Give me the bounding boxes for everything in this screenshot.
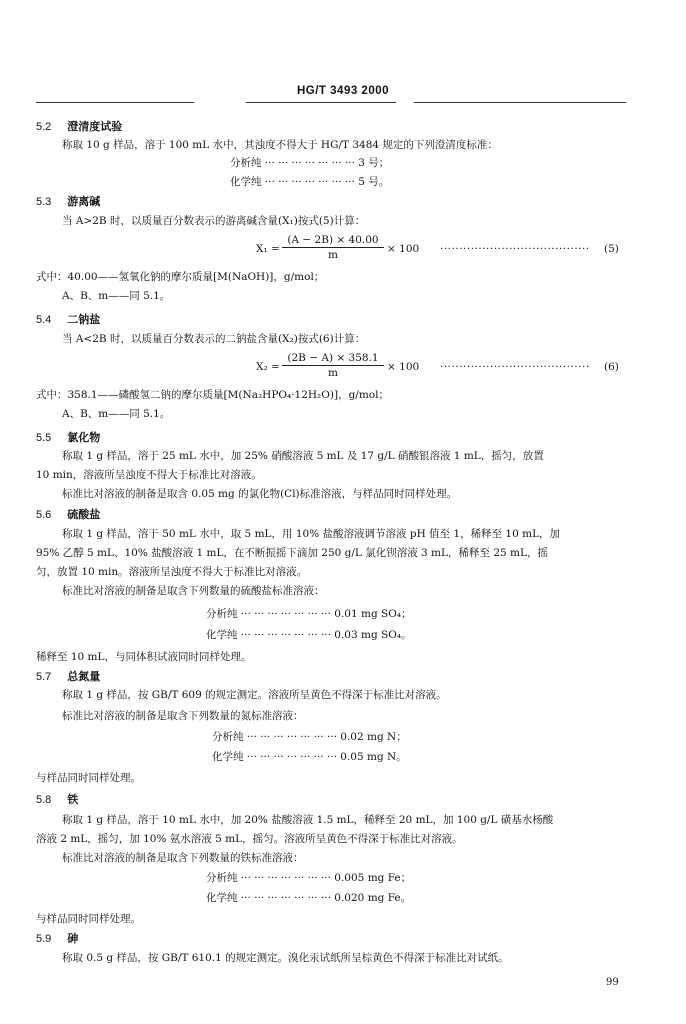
section-title: 澄清度试验 xyxy=(67,121,123,133)
header-rule-left xyxy=(36,102,194,103)
grade-line: 分析纯 ··· ··· ··· ··· ··· ··· ··· 0.005 mg Fe； xyxy=(206,872,412,884)
paragraph-line: 当 A<2B 时，以质量百分数表示的二钠盐含量(X₂)按式(6)计算： xyxy=(62,333,366,345)
section-5-2-heading xyxy=(36,122,122,133)
formula-fraction xyxy=(282,353,384,378)
section-title: 铁 xyxy=(67,794,79,806)
paragraph-line: 称取 1 g 样品，溶于 25 mL 水中，加 25% 硝酸溶液 5 mL 及 17 g/L 硝酸银溶液 1 mL，摇匀，放置 xyxy=(62,450,544,462)
formula-leader: ······································· xyxy=(440,361,590,373)
section-number: 5.8 xyxy=(36,794,52,806)
section-number: 5.5 xyxy=(36,432,52,444)
formula-leader: ······································· xyxy=(440,243,590,255)
formula-number: (6) xyxy=(604,361,619,373)
section-5-8-heading xyxy=(36,795,78,806)
section-number: 5.7 xyxy=(36,671,52,683)
paragraph-line: 式中：358.1——磷酸氢二钠的摩尔质量[M(Na₂HPO₄·12H₂O)]，g/mol； xyxy=(36,389,389,401)
formula-denominator: m xyxy=(328,366,338,379)
page-header: HG/T 3493 2000 xyxy=(296,85,390,97)
formula-tail: × 100 xyxy=(387,361,420,373)
grade-line: 分析纯 ··· ··· ··· ··· ··· ··· ··· 3 号； xyxy=(230,157,390,169)
paragraph-line: 标准比对溶液的制备是取含下列数量的铁标准溶液： xyxy=(62,852,304,864)
paragraph-line: 标准比对溶液的制备是取含下列数量的硫酸盐标准溶液： xyxy=(62,585,325,597)
paragraph-line: 标准比对溶液的制备是取含 0.05 mg 的氯化物(Cl)标准溶液，与样品同时同样处理。 xyxy=(62,488,458,500)
grade-line: 分析纯 ··· ··· ··· ··· ··· ··· ··· 0.01 mg SO₄； xyxy=(206,608,412,620)
page-number: 99 xyxy=(606,977,619,988)
grade-line: 化学纯 ··· ··· ··· ··· ··· ··· ··· 0.05 mg N。 xyxy=(212,751,407,763)
section-number: 5.2 xyxy=(36,121,52,133)
section-5-6-heading xyxy=(36,510,100,521)
paragraph-line: 标准比对溶液的制备是取含下列数量的氮标准溶液： xyxy=(62,710,304,722)
formula-tail: × 100 xyxy=(387,243,420,255)
section-title: 硫酸盐 xyxy=(67,509,101,521)
paragraph-line: 称取 1 g 样品，溶于 50 mL 水中，取 5 mL，用 10% 盐酸溶液调节溶液 pH 值至 1，稀释至 10 mL，加 xyxy=(62,528,561,540)
paragraph-line: 称取 0.5 g 样品，按 GB/T 610.1 的规定测定。溴化汞试纸所呈棕黄色不得深于标准比对试纸。 xyxy=(62,952,509,964)
formula-fraction xyxy=(282,235,384,260)
paragraph-line: 称取 10 g 样品，溶于 100 mL 水中，其浊度不得大于 HG/T 3484 规定的下列澄清度标准： xyxy=(62,139,498,151)
section-title: 二钠盐 xyxy=(67,314,101,326)
paragraph-line: 与样品同时同样处理。 xyxy=(36,772,141,784)
paragraph-line: 匀，放置 10 min。溶液所呈浊度不得大于标准比对溶液。 xyxy=(36,566,308,578)
paragraph-line: 溶液 2 mL，摇匀，加 10% 氨水溶液 5 mL，摇匀。溶液所呈黄色不得深于标准比对溶液。 xyxy=(36,833,463,845)
section-5-7-heading xyxy=(36,672,100,683)
section-title: 游离碱 xyxy=(67,196,101,208)
paragraph-line: 10 min，溶液所呈浊度不得大于标准比对溶液。 xyxy=(36,469,262,481)
formula-number: (5) xyxy=(604,243,619,255)
formula-denominator: m xyxy=(328,248,338,261)
paragraph-line: 95% 乙醇 5 mL、10% 盐酸溶液 1 mL，在不断振摇下滴加 250 g/L 氯化钡溶液 3 mL，稀释至 25 mL，摇 xyxy=(36,547,548,559)
paragraph-line: A、B、m——同 5.1。 xyxy=(62,290,171,302)
section-5-3-heading xyxy=(36,197,100,208)
paragraph-line: 称取 1 g 样品，溶于 10 mL 水中，加 20% 盐酸溶液 1.5 mL，稀释至 20 mL，加 100 g/L 磺基水杨酸 xyxy=(62,814,554,826)
grade-line: 化学纯 ··· ··· ··· ··· ··· ··· ··· 0.020 mg Fe。 xyxy=(206,892,412,904)
section-number: 5.6 xyxy=(36,509,52,521)
section-5-9-heading xyxy=(36,934,78,945)
section-number: 5.4 xyxy=(36,314,52,326)
section-title: 总氮量 xyxy=(67,671,101,683)
paragraph-line: 稀释至 10 mL，与同体积试液同时同样处理。 xyxy=(36,651,252,663)
formula-lhs: X₂ = xyxy=(256,361,280,373)
section-title: 砷 xyxy=(67,933,79,945)
section-title: 氯化物 xyxy=(67,432,101,444)
section-5-4-heading xyxy=(36,315,100,326)
paragraph-line: 当 A>2B 时，以质量百分数表示的游离碱含量(X₁)按式(5)计算： xyxy=(62,215,366,227)
header-rule-right xyxy=(414,102,626,103)
grade-line: 化学纯 ··· ··· ··· ··· ··· ··· ··· 5 号。 xyxy=(230,176,390,188)
section-number: 5.3 xyxy=(36,196,52,208)
section-5-5-heading xyxy=(36,433,100,444)
formula-lhs: X₁ = xyxy=(256,243,280,255)
formula-numerator: (2B − A) × 358.1 xyxy=(282,353,384,366)
grade-line: 化学纯 ··· ··· ··· ··· ··· ··· ··· 0.03 mg SO₄。 xyxy=(206,629,412,641)
header-rule-middle xyxy=(246,102,396,103)
paragraph-line: 式中：40.00——氢氧化钠的摩尔质量[M(NaOH)]，g/mol； xyxy=(36,271,325,283)
paragraph-line: A、B、m——同 5.1。 xyxy=(62,408,171,420)
grade-line: 分析纯 ··· ··· ··· ··· ··· ··· ··· 0.02 mg N； xyxy=(212,731,407,743)
section-number: 5.9 xyxy=(36,933,52,945)
paragraph-line: 与样品同时同样处理。 xyxy=(36,913,141,925)
formula-numerator: (A − 2B) × 40.00 xyxy=(282,235,384,248)
paragraph-line: 称取 1 g 样品，按 GB/T 609 的规定测定。溶液所呈黄色不得深于标准比对溶液。 xyxy=(62,689,447,701)
